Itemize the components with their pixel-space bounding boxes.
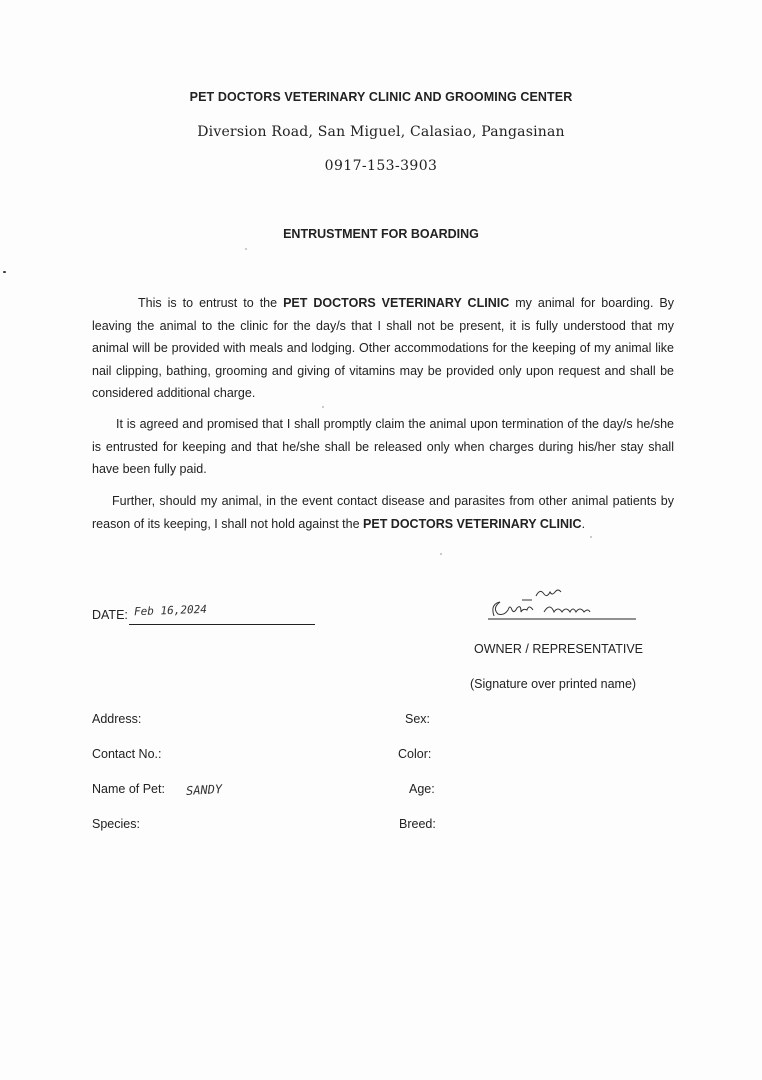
address-label: Address: [92,712,142,726]
scan-speck [440,553,442,555]
pet-name-handwritten-value: SANDY [185,782,223,798]
paragraph-liability-pre: Further, should my animal, in the event contact disease and parasites from other animal patients by reason of its keeping, I shall not hold against the [92,494,674,531]
paragraph-liability-post: . [581,516,586,531]
form-title: ENTRUSTMENT FOR BOARDING [283,227,479,241]
date-underline [129,624,315,625]
date-label: DATE: [92,608,128,622]
owner-signature [474,586,644,626]
paragraph-agreement: It is agreed and promised that I shall promptly claim the animal upon termination of the day/s he/she is entrusted for keeping and that he/she shall be released only when charges during his/her stay shall have been fully paid. [92,417,674,476]
scan-speck [3,271,6,273]
date-field [92,604,322,626]
pet-name-label: Name of Pet: [92,782,165,796]
contact-label: Contact No.: [92,747,162,761]
age-label: Age: [409,782,435,796]
color-label: Color: [398,747,432,761]
scan-speck [322,406,324,408]
paragraph-liability-clinic: PET DOCTORS VETERINARY CLINIC [363,516,582,531]
paragraph-entrust-clinic: PET DOCTORS VETERINARY CLINIC [283,296,510,310]
signature-instruction: (Signature over printed name) [470,677,637,691]
scan-speck [245,248,247,250]
clinic-name: PET DOCTORS VETERINARY CLINIC AND GROOMING CENTER [189,90,573,104]
species-label: Species: [92,817,140,831]
owner-representative-label: OWNER / REPRESENTATIVE [474,642,644,656]
paragraph-entrust-post: my animal for boarding. By leaving the animal to the clinic for the day/s that I shall not be present, it is fully understood that my animal will be provided with meals and lodging. Other accommodations for the keeping of my animal like nail clipping, bathing, grooming and giving of vitamins may be provided only upon request and shall be considered additional charge. [92,296,675,400]
sex-label: Sex: [405,712,431,726]
clinic-phone: 0917-153-3903 [324,158,438,174]
date-handwritten-value: Feb 16,2024 [133,602,208,619]
clinic-address: Diversion Road, San Miguel, Calasiao, Pangasinan [197,124,565,140]
paragraph-entrust-pre: This is to entrust to the [138,296,284,310]
scan-speck [590,536,592,538]
paragraph-entrust [92,292,674,405]
breed-label: Breed: [399,817,436,831]
paragraph-liability [92,490,674,535]
